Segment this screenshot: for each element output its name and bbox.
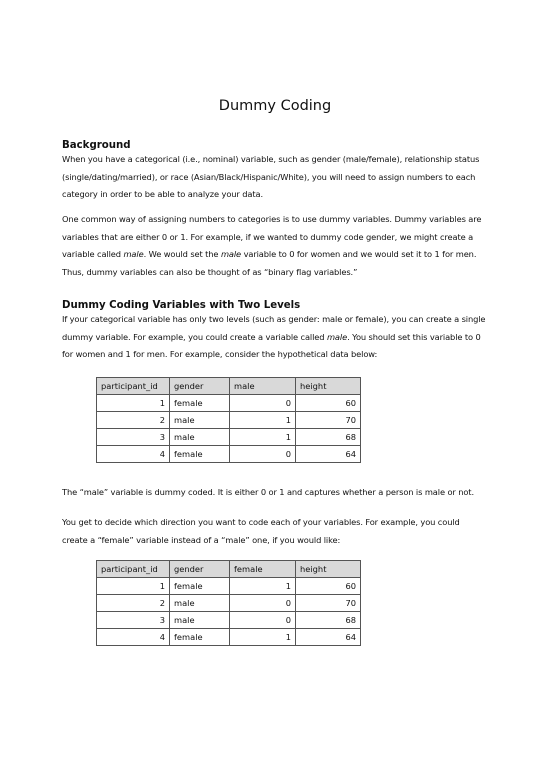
table-cell: 4 bbox=[97, 629, 170, 646]
table-cell: 2 bbox=[97, 412, 170, 429]
table-cell: 1 bbox=[230, 629, 296, 646]
table-cell: 1 bbox=[230, 412, 296, 429]
table-cell: 2 bbox=[97, 595, 170, 612]
table-cell: 64 bbox=[296, 629, 361, 646]
table-cell: 68 bbox=[296, 429, 361, 446]
table-row bbox=[97, 612, 361, 629]
table-cell: 70 bbox=[296, 412, 361, 429]
table-cell: 1 bbox=[97, 395, 170, 412]
table-cell: 1 bbox=[97, 578, 170, 595]
table-cell: 0 bbox=[230, 395, 296, 412]
male-variable-note: The “male” variable is dummy coded. It is either 0 or 1 and captures whether a person is male or not. bbox=[62, 487, 474, 497]
two-levels-paragraph-1: If your categorical variable has only two levels (such as gender: male or female), you can create a single dummy variable. For example, you could create a variable called male. You should set this variable to 0 for women and 1 for men. For example, consider the hypothetical data below: bbox=[62, 314, 486, 359]
column-header: participant_id bbox=[97, 378, 170, 395]
male-dummy-table bbox=[96, 377, 361, 463]
column-header: gender bbox=[170, 561, 230, 578]
column-header: height bbox=[296, 561, 361, 578]
table-cell: male bbox=[170, 595, 230, 612]
background-paragraph-1: When you have a categorical (i.e., nominal) variable, such as gender (male/female), relationship status (single/dating/married), or race (Asian/Black/Hispanic/White), you will need to assign numbers to each category in order to be able to analyze your data. bbox=[62, 154, 480, 199]
column-header: female bbox=[230, 561, 296, 578]
table-cell: female bbox=[170, 446, 230, 463]
table-cell: male bbox=[170, 412, 230, 429]
background-paragraph-2: One common way of assigning numbers to categories is to use dummy variables. Dummy variables are variables that are either 0 or 1. For example, if we wanted to dummy code gender, we might create a variable called male. We would set the male variable to 0 for women and we would set it to 1 for men. Thus, dummy variables can also be thought of as “binary flag variables.” bbox=[62, 214, 482, 277]
table-cell: 1 bbox=[230, 429, 296, 446]
table-cell: female bbox=[170, 629, 230, 646]
table-cell: female bbox=[170, 578, 230, 595]
table-cell: 3 bbox=[97, 429, 170, 446]
table-cell: 60 bbox=[296, 395, 361, 412]
column-header: gender bbox=[170, 378, 230, 395]
two-levels-heading: Dummy Coding Variables with Two Levels bbox=[62, 300, 301, 311]
female-dummy-table bbox=[96, 560, 361, 646]
table-cell: 0 bbox=[230, 612, 296, 629]
table-cell: 0 bbox=[230, 446, 296, 463]
table-row bbox=[97, 429, 361, 446]
table-row bbox=[97, 395, 361, 412]
table-row bbox=[97, 412, 361, 429]
column-header: height bbox=[296, 378, 361, 395]
table-cell: 60 bbox=[296, 578, 361, 595]
table-row bbox=[97, 595, 361, 612]
document-title: Dummy Coding bbox=[218, 98, 332, 114]
table-cell: 4 bbox=[97, 446, 170, 463]
background-heading: Background bbox=[62, 140, 131, 151]
table-cell: male bbox=[170, 612, 230, 629]
table-cell: 1 bbox=[230, 578, 296, 595]
table-cell: male bbox=[170, 429, 230, 446]
table-header-row bbox=[97, 378, 361, 395]
table-cell: 0 bbox=[230, 595, 296, 612]
table-cell: 64 bbox=[296, 446, 361, 463]
table-cell: 68 bbox=[296, 612, 361, 629]
table-row bbox=[97, 446, 361, 463]
table-row bbox=[97, 578, 361, 595]
table-row bbox=[97, 629, 361, 646]
table-cell: 3 bbox=[97, 612, 170, 629]
coding-direction-paragraph: You get to decide which direction you want to code each of your variables. For example, you could create a “female” variable instead of a “male” one, if you would like: bbox=[62, 517, 460, 545]
column-header: participant_id bbox=[97, 561, 170, 578]
column-header: male bbox=[230, 378, 296, 395]
table-cell: female bbox=[170, 395, 230, 412]
table-cell: 70 bbox=[296, 595, 361, 612]
table-header-row bbox=[97, 561, 361, 578]
